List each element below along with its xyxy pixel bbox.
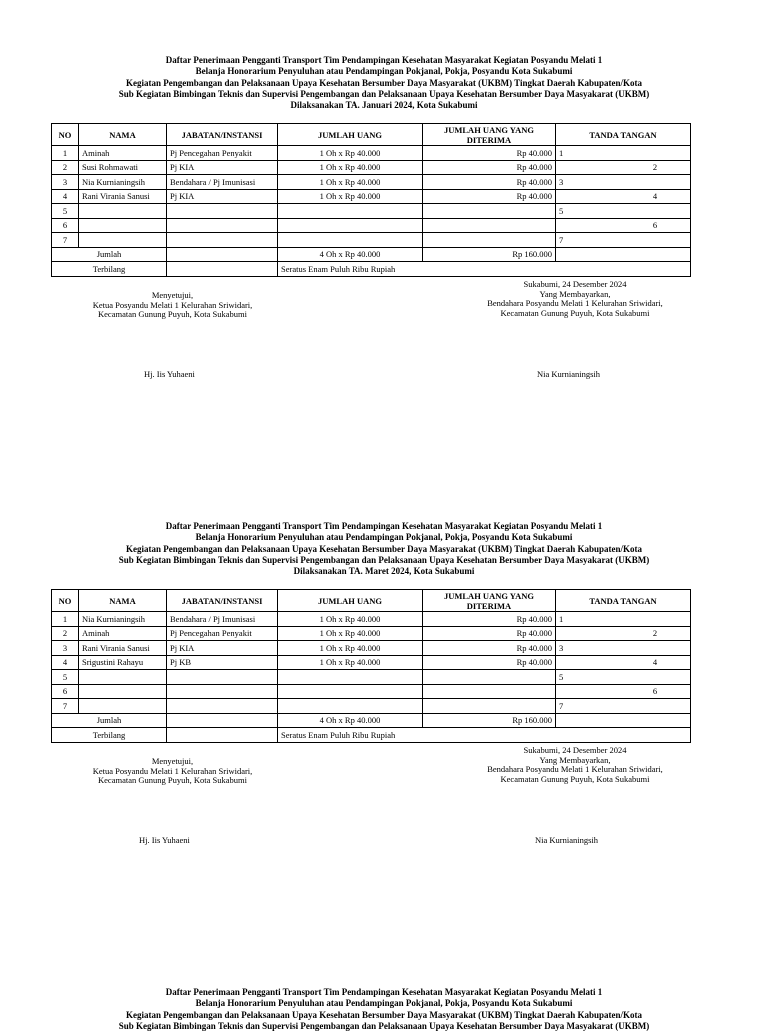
cell-jabatan bbox=[167, 204, 278, 219]
cell-jabatan bbox=[167, 233, 278, 248]
ttd-left-number: 7 bbox=[559, 234, 564, 245]
cell-nama bbox=[79, 233, 167, 248]
jumlah-label: Jumlah bbox=[52, 713, 167, 728]
table-row bbox=[52, 146, 691, 161]
cell-ttd bbox=[556, 160, 691, 175]
header-line: Sub Kegiatan Bimbingan Teknis dan Supervisi Pengembangan dan Pelaksanaan Upaya Kesehatan Bersumber Daya Masyakarat (UKBM) bbox=[118, 554, 650, 565]
cell-jumlah bbox=[278, 218, 423, 233]
cell-diterima bbox=[423, 218, 556, 233]
header-line: Dilaksanakan TA. Maret 2024, Kota Sukabumi bbox=[293, 566, 475, 577]
total-row bbox=[52, 713, 691, 728]
total-empty-cell bbox=[556, 713, 691, 728]
header-line: Kegiatan Pengembangan dan Pelaksanaan Upaya Kesehatan Bersumber Daya Masyarakat (UKBM) Tingkat Daerah Kabupaten/Kota bbox=[125, 543, 643, 554]
cell-jabatan: Bendahara / Pj Imunisasi bbox=[167, 612, 278, 627]
ttd-left-number: 5 bbox=[559, 671, 564, 682]
cell-diterima: Rp 40.000 bbox=[423, 160, 556, 175]
table-row bbox=[52, 189, 691, 204]
recipient-table bbox=[51, 589, 691, 743]
column-header: JUMLAH UANG YANG DITERIMA bbox=[423, 590, 556, 612]
column-header: NO bbox=[52, 590, 79, 612]
cell-jumlah: 1 Oh x Rp 40.000 bbox=[278, 641, 423, 656]
cell-ttd bbox=[556, 218, 691, 233]
ttd-left-number: 5 bbox=[559, 205, 564, 216]
cell-ttd bbox=[556, 175, 691, 190]
sig-line: Menyetujui, bbox=[151, 756, 194, 766]
table-row bbox=[52, 641, 691, 656]
cell-jabatan: Pj KB bbox=[167, 655, 278, 670]
cell-diterima: Rp 40.000 bbox=[423, 641, 556, 656]
cell-diterima bbox=[423, 233, 556, 248]
ttd-right-number: 4 bbox=[652, 191, 658, 202]
header-line: Daftar Penerimaan Pengganti Transport Tim Pendampingan Kesehatan Masyarakat Kegiatan Posyandu Melati 1 bbox=[165, 55, 603, 65]
sig-line: Bendahara Posyandu Melati 1 Kelurahan Sriwidari, bbox=[487, 298, 663, 309]
left-signature-block bbox=[60, 291, 285, 320]
ttd-left-number: 1 bbox=[559, 147, 564, 158]
cell-no: 5 bbox=[52, 204, 79, 219]
cell-jabatan: Pj Pencegahan Penyakit bbox=[167, 146, 278, 161]
sig-line: Yang Membayarkan, bbox=[539, 288, 611, 299]
sig-line: Sukabumi, 24 Desember 2024 bbox=[523, 745, 627, 755]
table-row bbox=[52, 233, 691, 248]
column-header: NAMA bbox=[79, 590, 167, 612]
cell-nama: Aminah bbox=[79, 626, 167, 641]
header-line: Kegiatan Pengembangan dan Pelaksanaan Upaya Kesehatan Bersumber Daya Masyarakat (UKBM) Tingkat Daerah Kabupaten/Kota bbox=[125, 1009, 643, 1020]
sig-line: Ketua Posyandu Melati 1 Kelurahan Sriwidari, bbox=[92, 765, 253, 776]
table-header-row bbox=[52, 590, 691, 612]
sig-line: Kecamatan Gunung Puyuh, Kota Sukabumi bbox=[98, 775, 247, 786]
cell-nama: Susi Rohmawati bbox=[79, 160, 167, 175]
cell-diterima: Rp 40.000 bbox=[423, 175, 556, 190]
sig-line: Menyetujui, bbox=[151, 290, 194, 300]
terbilang-label: Terbilang bbox=[52, 728, 167, 743]
cell-jumlah bbox=[278, 204, 423, 219]
cell-nama bbox=[79, 670, 167, 685]
cell-nama: Rani Virania Sanusi bbox=[79, 189, 167, 204]
terbilang-empty-cell bbox=[167, 262, 278, 277]
ttd-right-number: 6 bbox=[652, 686, 658, 697]
document-header bbox=[0, 521, 768, 577]
header-line: Daftar Penerimaan Pengganti Transport Tim Pendampingan Kesehatan Masyarakat Kegiatan Posyandu Melati 1 bbox=[165, 987, 603, 997]
cell-no: 6 bbox=[52, 218, 79, 233]
header-line: Dilaksanakan TA. Januari 2024, Kota Sukabumi bbox=[290, 100, 478, 111]
cell-jumlah: 1 Oh x Rp 40.000 bbox=[278, 655, 423, 670]
terbilang-row bbox=[52, 262, 691, 277]
cell-no: 5 bbox=[52, 670, 79, 685]
cell-no: 4 bbox=[52, 655, 79, 670]
table-row bbox=[52, 218, 691, 233]
cell-jumlah: 1 Oh x Rp 40.000 bbox=[278, 612, 423, 627]
ttd-left-number: 3 bbox=[559, 642, 564, 653]
cell-diterima: Rp 40.000 bbox=[423, 189, 556, 204]
sig-line: Yang Membayarkan, bbox=[539, 754, 611, 765]
cell-jumlah: 1 Oh x Rp 40.000 bbox=[278, 146, 423, 161]
cell-jabatan: Bendahara / Pj Imunisasi bbox=[167, 175, 278, 190]
table-row bbox=[52, 204, 691, 219]
column-header: TANDA TANGAN bbox=[556, 124, 691, 146]
header-line: Daftar Penerimaan Pengganti Transport Tim Pendampingan Kesehatan Masyarakat Kegiatan Posyandu Melati 1 bbox=[165, 521, 603, 531]
cell-ttd bbox=[556, 684, 691, 699]
cell-no: 2 bbox=[52, 160, 79, 175]
cell-diterima bbox=[423, 684, 556, 699]
cell-no: 3 bbox=[52, 175, 79, 190]
cell-ttd bbox=[556, 233, 691, 248]
cell-nama: Nia Kurnianingsih bbox=[79, 612, 167, 627]
table-row bbox=[52, 175, 691, 190]
right-signatory-name: Nia Kurnianingsih bbox=[535, 835, 599, 845]
ttd-left-number: 1 bbox=[559, 613, 564, 624]
cell-nama: Srigustini Rahayu bbox=[79, 655, 167, 670]
cell-no: 4 bbox=[52, 189, 79, 204]
right-signatory-name: Nia Kurnianingsih bbox=[537, 369, 601, 379]
cell-diterima: Rp 40.000 bbox=[423, 626, 556, 641]
column-header: JUMLAH UANG bbox=[278, 124, 423, 146]
sig-line: Kecamatan Gunung Puyuh, Kota Sukabumi bbox=[500, 773, 650, 784]
recipient-table bbox=[51, 123, 691, 277]
ttd-right-number: 4 bbox=[652, 657, 658, 668]
column-header: NAMA bbox=[79, 124, 167, 146]
cell-nama bbox=[79, 204, 167, 219]
ttd-right-number: 2 bbox=[652, 628, 658, 639]
cell-nama bbox=[79, 684, 167, 699]
cell-jabatan: Pj KIA bbox=[167, 160, 278, 175]
ttd-left-number: 7 bbox=[559, 700, 564, 711]
cell-nama: Rani Virania Sanusi bbox=[79, 641, 167, 656]
header-line: Belanja Honorarium Penyuluhan atau Pendampingan Pokjanal, Pokja, Posyandu Kota Sukabumi bbox=[195, 998, 573, 1009]
sig-line: Kecamatan Gunung Puyuh, Kota Sukabumi bbox=[98, 309, 247, 320]
column-header: JUMLAH UANG YANG DITERIMA bbox=[423, 124, 556, 146]
table-row bbox=[52, 160, 691, 175]
right-signature-block bbox=[465, 280, 685, 318]
diterima-total: Rp 160.000 bbox=[423, 247, 556, 262]
cell-ttd bbox=[556, 699, 691, 714]
table-row bbox=[52, 699, 691, 714]
cell-diterima: Rp 40.000 bbox=[423, 655, 556, 670]
total-empty-cell bbox=[556, 247, 691, 262]
header-line: Sub Kegiatan Bimbingan Teknis dan Supervisi Pengembangan dan Pelaksanaan Upaya Kesehatan Bersumber Daya Masyakarat (UKBM) bbox=[118, 88, 650, 99]
cell-no: 3 bbox=[52, 641, 79, 656]
cell-ttd bbox=[556, 612, 691, 627]
column-header: TANDA TANGAN bbox=[556, 590, 691, 612]
cell-jabatan: Pj Pencegahan Penyakit bbox=[167, 626, 278, 641]
column-header: JABATAN/INSTANSI bbox=[167, 124, 278, 146]
total-row bbox=[52, 247, 691, 262]
cell-ttd bbox=[556, 189, 691, 204]
left-signature-block bbox=[60, 757, 285, 786]
cell-jumlah: 1 Oh x Rp 40.000 bbox=[278, 160, 423, 175]
document-header bbox=[0, 55, 768, 111]
sig-line: Sukabumi, 24 Desember 2024 bbox=[523, 279, 627, 289]
jumlah-total: 4 Oh x Rp 40.000 bbox=[278, 713, 423, 728]
cell-no: 7 bbox=[52, 699, 79, 714]
cell-jumlah: 1 Oh x Rp 40.000 bbox=[278, 175, 423, 190]
cell-ttd bbox=[556, 655, 691, 670]
sig-line: Kecamatan Gunung Puyuh, Kota Sukabumi bbox=[500, 307, 650, 318]
cell-ttd bbox=[556, 626, 691, 641]
cell-jumlah bbox=[278, 233, 423, 248]
column-header: JABATAN/INSTANSI bbox=[167, 590, 278, 612]
document-header bbox=[0, 987, 768, 1032]
cell-jumlah bbox=[278, 670, 423, 685]
column-header: NO bbox=[52, 124, 79, 146]
cell-jabatan bbox=[167, 699, 278, 714]
column-header: JUMLAH UANG bbox=[278, 590, 423, 612]
ttd-right-number: 2 bbox=[652, 162, 658, 173]
cell-ttd bbox=[556, 146, 691, 161]
cell-no: 1 bbox=[52, 146, 79, 161]
table-row bbox=[52, 684, 691, 699]
table-row bbox=[52, 612, 691, 627]
sig-line: Ketua Posyandu Melati 1 Kelurahan Sriwidari, bbox=[92, 299, 253, 310]
cell-diterima bbox=[423, 204, 556, 219]
ttd-left-number: 3 bbox=[559, 176, 564, 187]
cell-ttd bbox=[556, 670, 691, 685]
table-row bbox=[52, 670, 691, 685]
cell-nama: Aminah bbox=[79, 146, 167, 161]
terbilang-empty-cell bbox=[167, 728, 278, 743]
table-row bbox=[52, 626, 691, 641]
cell-diterima bbox=[423, 699, 556, 714]
cell-ttd bbox=[556, 204, 691, 219]
ttd-right-number: 6 bbox=[652, 220, 658, 231]
cell-diterima: Rp 40.000 bbox=[423, 146, 556, 161]
table-row bbox=[52, 655, 691, 670]
jumlah-total: 4 Oh x Rp 40.000 bbox=[278, 247, 423, 262]
left-signatory-name: Hj. Iis Yuhaeni bbox=[139, 835, 190, 845]
cell-jumlah: 1 Oh x Rp 40.000 bbox=[278, 189, 423, 204]
cell-jabatan bbox=[167, 670, 278, 685]
terbilang-value: Seratus Enam Puluh Ribu Rupiah bbox=[278, 262, 691, 277]
header-line: Belanja Honorarium Penyuluhan atau Pendampingan Pokjanal, Pokja, Posyandu Kota Sukabumi bbox=[195, 66, 573, 77]
cell-no: 1 bbox=[52, 612, 79, 627]
cell-no: 7 bbox=[52, 233, 79, 248]
cell-nama bbox=[79, 218, 167, 233]
cell-nama: Nia Kurnianingsih bbox=[79, 175, 167, 190]
cell-nama bbox=[79, 699, 167, 714]
terbilang-value: Seratus Enam Puluh Ribu Rupiah bbox=[278, 728, 691, 743]
cell-jabatan: Pj KIA bbox=[167, 641, 278, 656]
cell-jumlah: 1 Oh x Rp 40.000 bbox=[278, 626, 423, 641]
cell-jabatan: Pj KIA bbox=[167, 189, 278, 204]
right-signature-block bbox=[465, 746, 685, 784]
cell-diterima bbox=[423, 670, 556, 685]
header-line: Belanja Honorarium Penyuluhan atau Pendampingan Pokjanal, Pokja, Posyandu Kota Sukabumi bbox=[195, 532, 573, 543]
diterima-total: Rp 160.000 bbox=[423, 713, 556, 728]
cell-no: 2 bbox=[52, 626, 79, 641]
terbilang-row bbox=[52, 728, 691, 743]
table-header-row bbox=[52, 124, 691, 146]
header-line: Sub Kegiatan Bimbingan Teknis dan Supervisi Pengembangan dan Pelaksanaan Upaya Kesehatan Bersumber Daya Masyakarat (UKBM) bbox=[118, 1020, 650, 1031]
terbilang-label: Terbilang bbox=[52, 262, 167, 277]
total-empty-cell bbox=[167, 247, 278, 262]
header-line: Kegiatan Pengembangan dan Pelaksanaan Upaya Kesehatan Bersumber Daya Masyarakat (UKBM) Tingkat Daerah Kabupaten/Kota bbox=[125, 77, 643, 88]
cell-jabatan bbox=[167, 218, 278, 233]
cell-jumlah bbox=[278, 684, 423, 699]
sig-line: Bendahara Posyandu Melati 1 Kelurahan Sriwidari, bbox=[487, 764, 663, 775]
cell-ttd bbox=[556, 641, 691, 656]
jumlah-label: Jumlah bbox=[52, 247, 167, 262]
total-empty-cell bbox=[167, 713, 278, 728]
left-signatory-name: Hj. Iis Yuhaeni bbox=[144, 369, 195, 379]
cell-jabatan bbox=[167, 684, 278, 699]
cell-no: 6 bbox=[52, 684, 79, 699]
cell-jumlah bbox=[278, 699, 423, 714]
cell-diterima: Rp 40.000 bbox=[423, 612, 556, 627]
